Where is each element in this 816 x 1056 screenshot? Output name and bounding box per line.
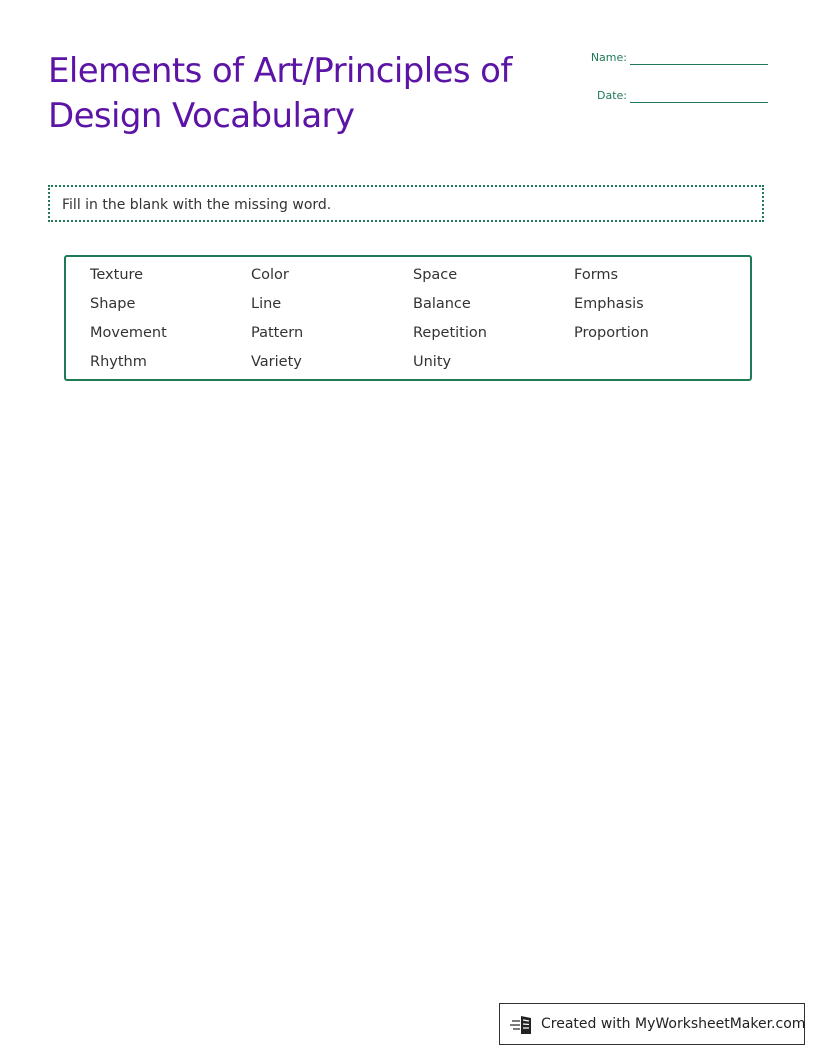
title-line-2: Design Vocabulary <box>48 96 355 136</box>
title-line-1: Elements of Art/Principles of <box>48 51 512 91</box>
word-bank-item: Balance <box>413 296 471 312</box>
word-bank-item: Space <box>413 267 458 283</box>
name-field[interactable] <box>560 51 770 71</box>
word-bank-item: Pattern <box>251 325 304 341</box>
word-bank-item: Line <box>251 296 282 312</box>
name-blank-line[interactable] <box>630 64 768 65</box>
word-bank-item: Movement <box>90 325 167 341</box>
word-bank-item: Texture <box>90 267 144 283</box>
worksheet-title <box>48 49 568 139</box>
word-bank-item: Color <box>251 267 289 283</box>
credit-text: Created with MyWorksheetMaker.com <box>541 1016 806 1032</box>
name-label: Name: <box>590 51 627 64</box>
word-bank-item: Repetition <box>413 325 487 341</box>
worksheet-maker-logo-icon <box>510 1014 536 1040</box>
word-bank-item: Proportion <box>574 325 649 341</box>
date-label: Date: <box>597 89 627 102</box>
word-bank-item: Variety <box>251 354 302 370</box>
word-bank-item: Rhythm <box>90 354 147 370</box>
word-bank <box>64 255 752 381</box>
date-field[interactable] <box>560 89 770 109</box>
word-bank-item: Shape <box>90 296 136 312</box>
instructions-text: Fill in the blank with the missing word. <box>62 197 332 213</box>
date-blank-line[interactable] <box>630 102 768 103</box>
word-bank-item: Emphasis <box>574 296 644 312</box>
word-bank-item: Forms <box>574 267 619 283</box>
instructions-box <box>48 185 764 222</box>
word-bank-item: Unity <box>413 354 452 370</box>
created-with-badge[interactable] <box>499 1003 805 1045</box>
